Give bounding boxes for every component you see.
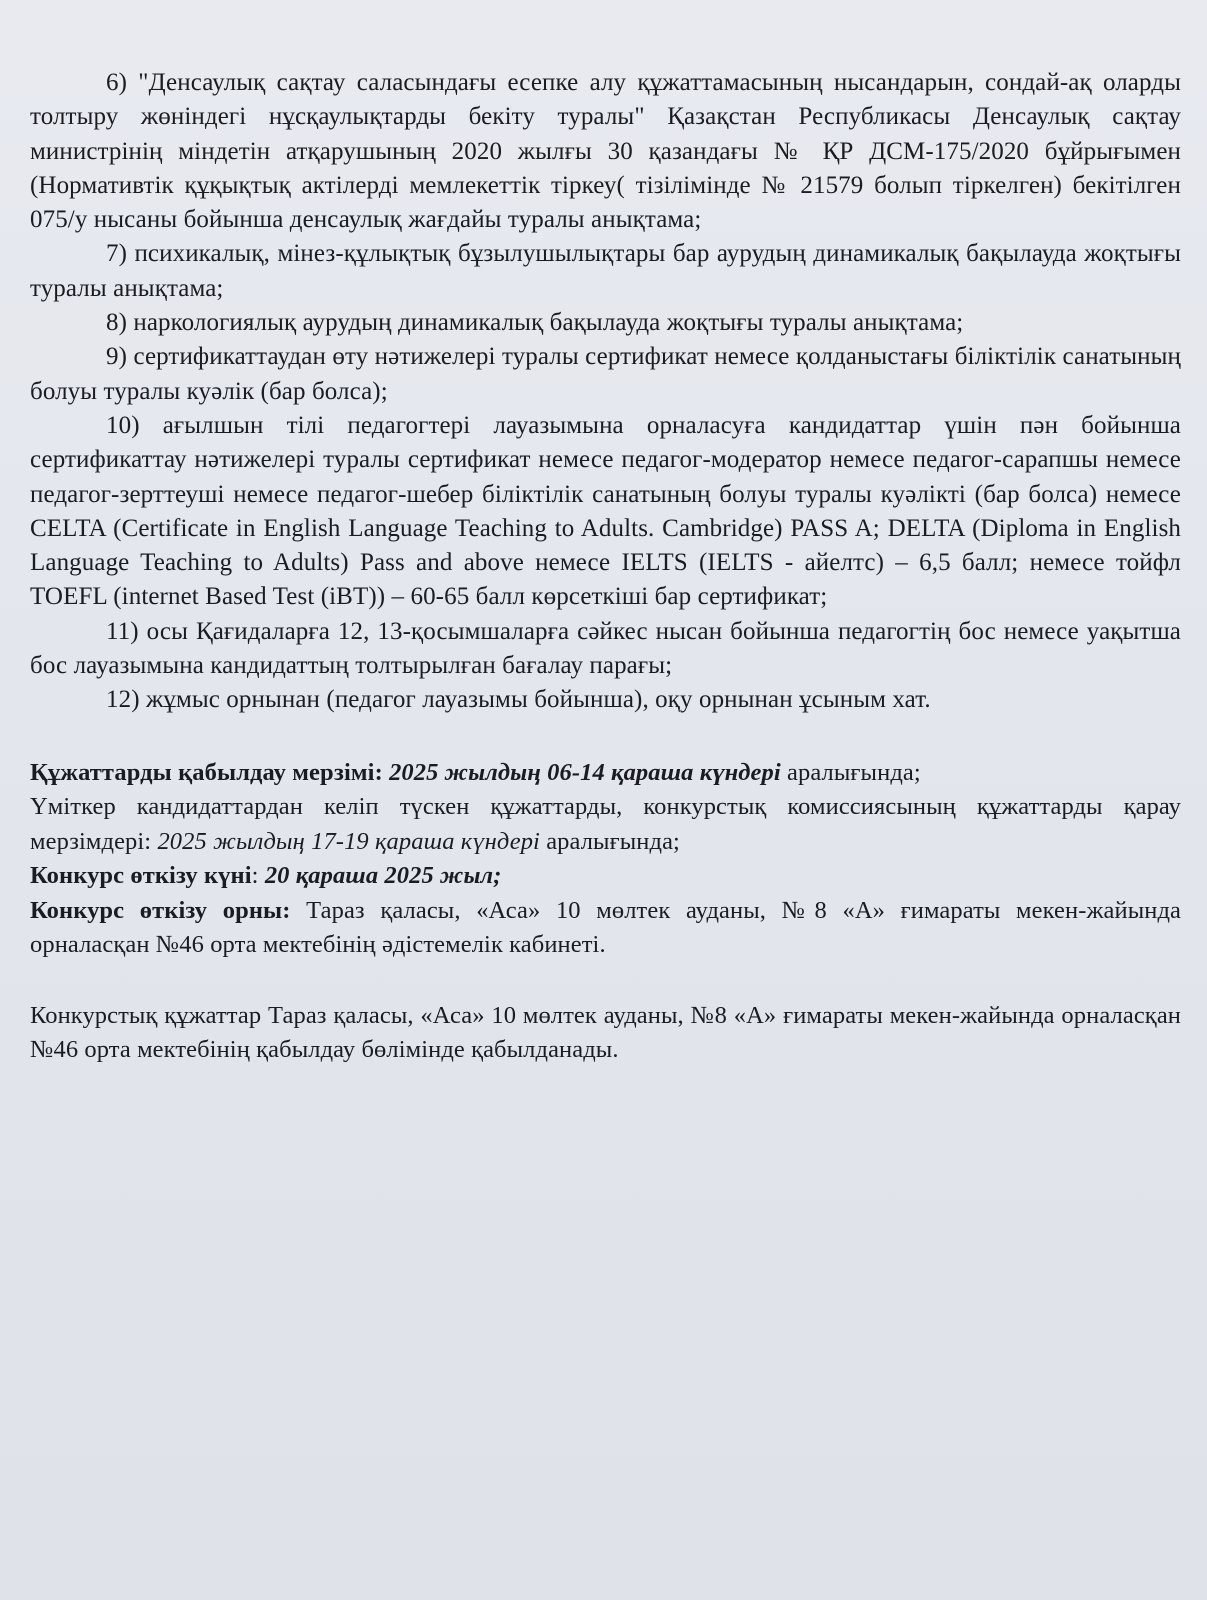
document-body	[30, 66, 1181, 1068]
list-item-10: 10) ағылшын тілі педагогтері лауазымына орналасуға кандидаттар үшін пән бойынша сертификаттау нәтижелері туралы сертификат немесе педагог-модератор немесе педагог-сарапшы немесе педагог-зерттеуші немесе педагог-шебер біліктілік санатының болуы туралы куәлікті (бар болса) немесе CELTA (Certificate in English Language Teaching to Adults. Cambridge) PASS A; DELTA (Diploma in English Language Teaching to Adults) Pass and above немесе IELTS (IELTS - айелтс) – 6,5 балл; немесе тойфл TOEFL (internet Based Test (iBT)) – 60-65 балл көрсеткіші бар сертификат;	[30, 411, 1181, 611]
contest-place-label: Конкурс өткізу орны:	[30, 896, 291, 924]
list-item-6: 6) "Денсаулық сақтау саласындағы есепке алу құжаттамасының нысандарын, сондай-ақ оларды толтыру жөніндегі нұсқаулықтарды бекіту туралы" Қазақстан Республикасы Денсаулық сақтау министрінің міндетін атқарушының 2020 жылғы 30 қазандағы № ҚР ДСМ-175/2020 бұйрығымен (Нормативтік құқықтық актілерді мемлекеттік тіркеу( тізілімінде № 21579 болып тіркелген) бекітілген 075/у нысаны бойынша денсаулық жағдайы туралы анықтама;	[30, 69, 1181, 234]
list-item-11: 11) осы Қағидаларға 12, 13-қосымшаларға сәйкес нысан бойынша педагогтің бос немесе уақытша бос лауазымына кандидаттың толтырылған бағалау парағы;	[30, 617, 1181, 680]
submission-suffix: аралығында;	[780, 758, 921, 786]
contest-day-value: 20 қараша 2025 жыл;	[264, 862, 502, 890]
list-item-9: 9) сертификаттаудан өту нәтижелері туралы сертификат немесе қолданыстағы біліктілік санатының болуы туралы куәлік (бар болса);	[30, 343, 1181, 405]
submission-period: Құжаттарды қабылдау мерзімі: 2025 жылдың 06-14 қараша күндері аралығында;	[30, 758, 921, 786]
section-gap	[30, 718, 1181, 756]
review-suffix: аралығында;	[539, 827, 680, 855]
contest-place-value: Тараз қаласы, «Аса» 10 мөлтек ауданы, №8 «А» ғимараты мекен-жайында орналасқан №46 орта мектебінің әдістемелік кабинеті.	[30, 896, 1182, 959]
contest-place	[30, 894, 1181, 963]
contest-day: Конкурс өткізу күні: 20 қараша 2025 жыл;	[30, 862, 502, 890]
section-gap	[30, 963, 1181, 999]
review-dates: 2025 жылдың 17-19 қараша күндері	[157, 827, 540, 855]
list-item-8: 8) наркологиялық аурудың динамикалық бақылауда жоқтығы туралы анықтама;	[106, 309, 964, 337]
contest-day-label: Конкурс өткізу күні	[30, 862, 252, 890]
review-text: Үміткер кандидаттардан келіп түскен құжаттарды, конкурстық комиссиясының құжаттарды қарау мерзімдері:	[30, 793, 1181, 855]
list-item-12: 12) жұмыс орнынан (педагог лауазымы бойынша), оқу орнынан ұсыным хат.	[106, 686, 931, 714]
submission-dates: 2025 жылдың 06-14 қараша күндері	[389, 758, 781, 786]
submission-label: Құжаттарды қабылдау мерзімі	[30, 758, 375, 786]
list-item-7: 7) психикалық, мінез-құлықтық бұзылушылықтары бар аурудың динамикалық бақылауда жоқтығы туралы анықтама;	[30, 240, 1181, 302]
footer-note: Конкурстық құжаттар Тараз қаласы, «Аса» 10 мөлтек ауданы, №8 «А» ғимараты мекен-жайында орналасқан №46 орта мектебінің қабылдау бөлімінде қабылданады.	[30, 1001, 1181, 1064]
review-period	[30, 790, 1181, 859]
